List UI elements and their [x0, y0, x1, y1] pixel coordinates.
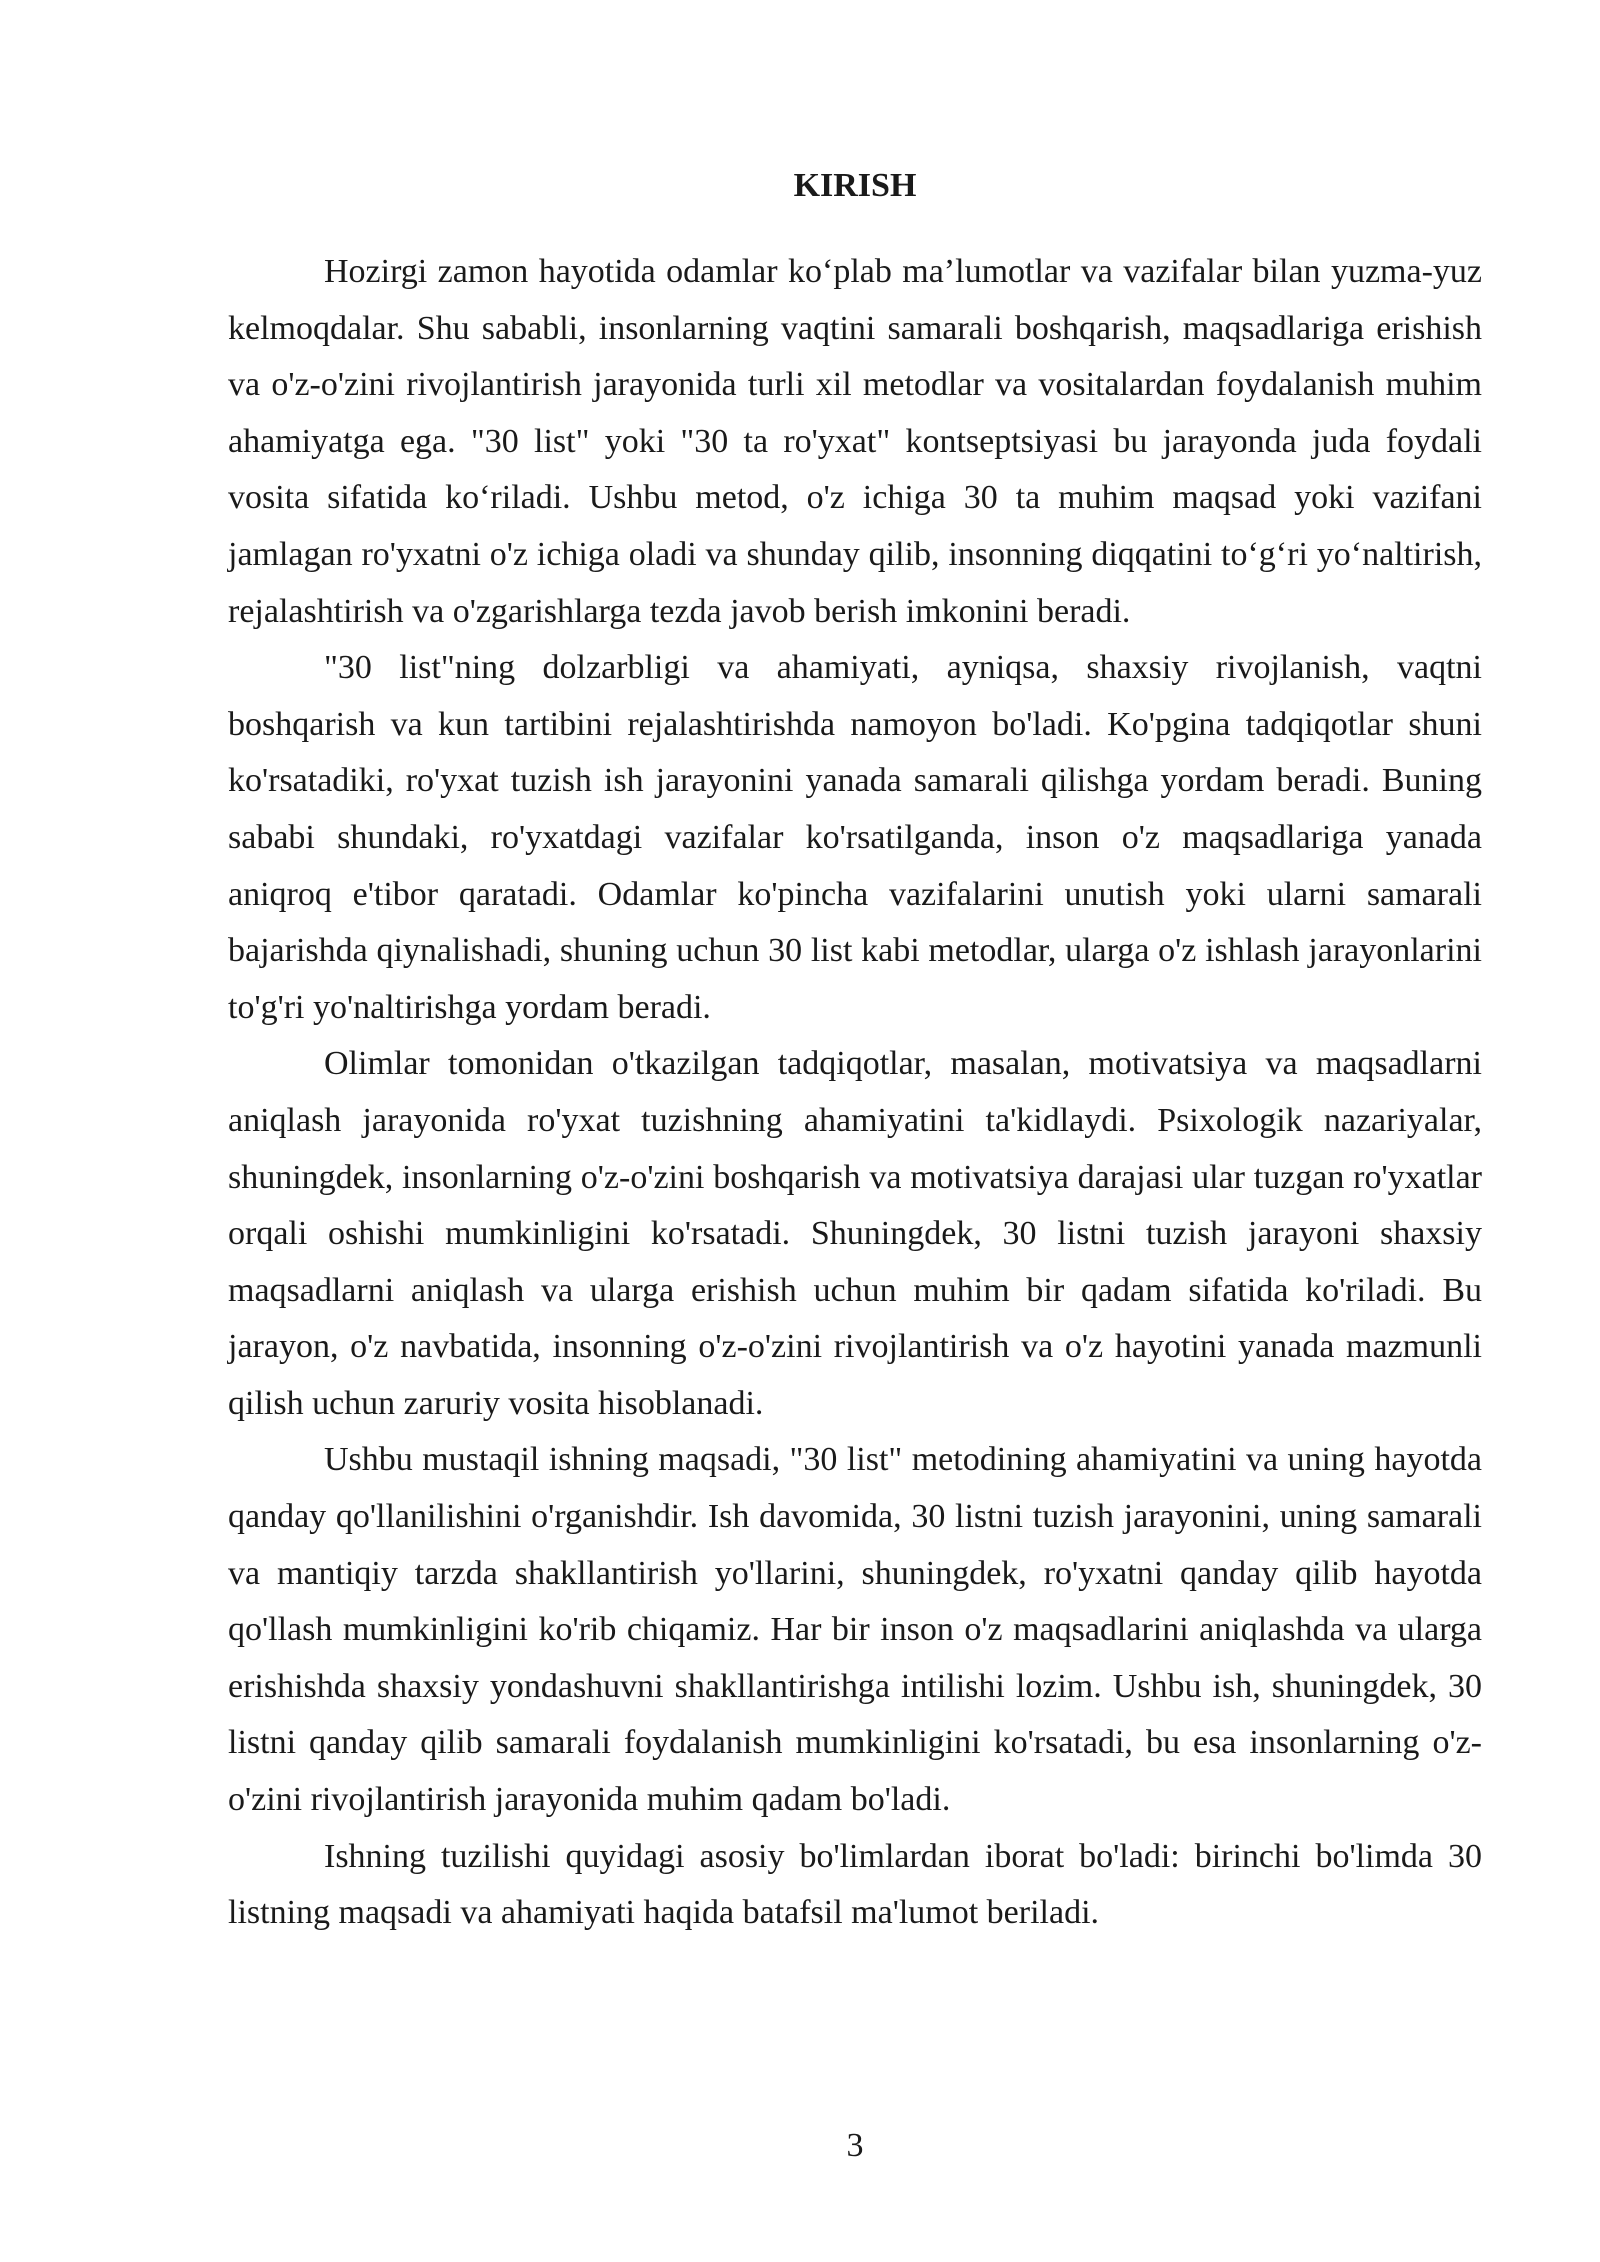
page-number: 3 — [846, 2127, 864, 2164]
paragraph-2: "30 list"ning dolzarbligi va ahamiyati, ayniqsa, shaxsiy rivojlanish, vaqtni boshqarish va kun tartibini rejalashtirishda namoyon bo'ladi. Ko'pgina tadqiqotlar shuni ko'rsatadiki, ro'yxat tuzish ish jarayonini yanada samarali qilishga yordam beradi. Buning sababi shundaki, ro'yxatdagi vazifalar ko'rsatilganda, inson o'z maqsadlariga yanada aniqroq e'tibor qaratadi. Odamlar ko'pincha vazifalarini unutish yoki ularni samarali bajarishda qiynalishadi, shuning uchun 30 list kabi metodlar, ularga o'z ishlash jarayonlarini to'g'ri yo'naltirishga yordam beradi. — [228, 649, 1482, 1026]
section-title: KIRISH — [793, 167, 917, 204]
paragraph-1: Hozirgi zamon hayotida odamlar ko‘plab ma’lumotlar va vazifalar bilan yuzma-yuz kelmoqdalar. Shu sababli, insonlarning vaqtini samarali boshqarish, maqsadlariga erishish va o'z-o'zini rivojlantirish jarayonida turli xil metodlar va vositalardan foydalanish muhim ahamiyatga ega. "30 list" yoki "30 ta ro'yxat" kontseptsiyasi bu jarayonda juda foydali vosita sifatida ko‘riladi. Ushbu metod, o'z ichiga 30 ta muhim maqsad yoki vazifani jamlagan ro'yxatni o'z ichiga oladi va shunday qilib, insonning diqqatini to‘g‘ri yo‘naltirish, rejalashtirish va o'zgarishlarga tezda javob berish imkonini beradi. — [228, 253, 1482, 630]
body-text — [228, 244, 1482, 1942]
document-page — [228, 0, 1482, 2262]
paragraph-5: Ishning tuzilishi quyidagi asosiy bo'limlardan iborat bo'ladi: birinchi bo'limda 30 listning maqsadi va ahamiyati haqida batafsil ma'lumot beriladi. — [228, 1837, 1482, 1932]
paragraph-3: Olimlar tomonidan o'tkazilgan tadqiqotlar, masalan, motivatsiya va maqsadlarni aniqlash jarayonida ro'yxat tuzishning ahamiyatini ta'kidlaydi. Psixologik nazariyalar, shuningdek, insonlarning o'z-o'zini boshqarish va motivatsiya darajasi ular tuzgan ro'yxatlar orqali oshishi mumkinligini ko'rsatadi. Shuningdek, 30 listni tuzish jarayoni shaxsiy maqsadlarni aniqlash va ularga erishish uchun muhim bir qadam sifatida ko'riladi. Bu jarayon, o'z navbatida, insonning o'z-o'zini rivojlantirish va o'z hayotini yanada mazmunli qilish uchun zaruriy vosita hisoblanadi. — [228, 1045, 1482, 1422]
paragraph-4: Ushbu mustaqil ishning maqsadi, "30 list" metodining ahamiyatini va uning hayotda qanday qo'llanilishini o'rganishdir. Ish davomida, 30 listni tuzish jarayonini, uning samarali va mantiqiy tarzda shakllantirish yo'llarini, shuningdek, ro'yxatni qanday qilib hayotda qo'llash mumkinligini ko'rib chiqamiz. Har bir inson o'z maqsadlarini aniqlashda va ularga erishishda shaxsiy yondashuvni shakllantirishga intilishi lozim. Ushbu ish, shuningdek, 30 listni qanday qilib samarali foydalanish mumkinligini ko'rsatadi, bu esa insonlarning o'z-o'zini rivojlantirish jarayonida muhim qadam bo'ladi. — [228, 1441, 1482, 1819]
